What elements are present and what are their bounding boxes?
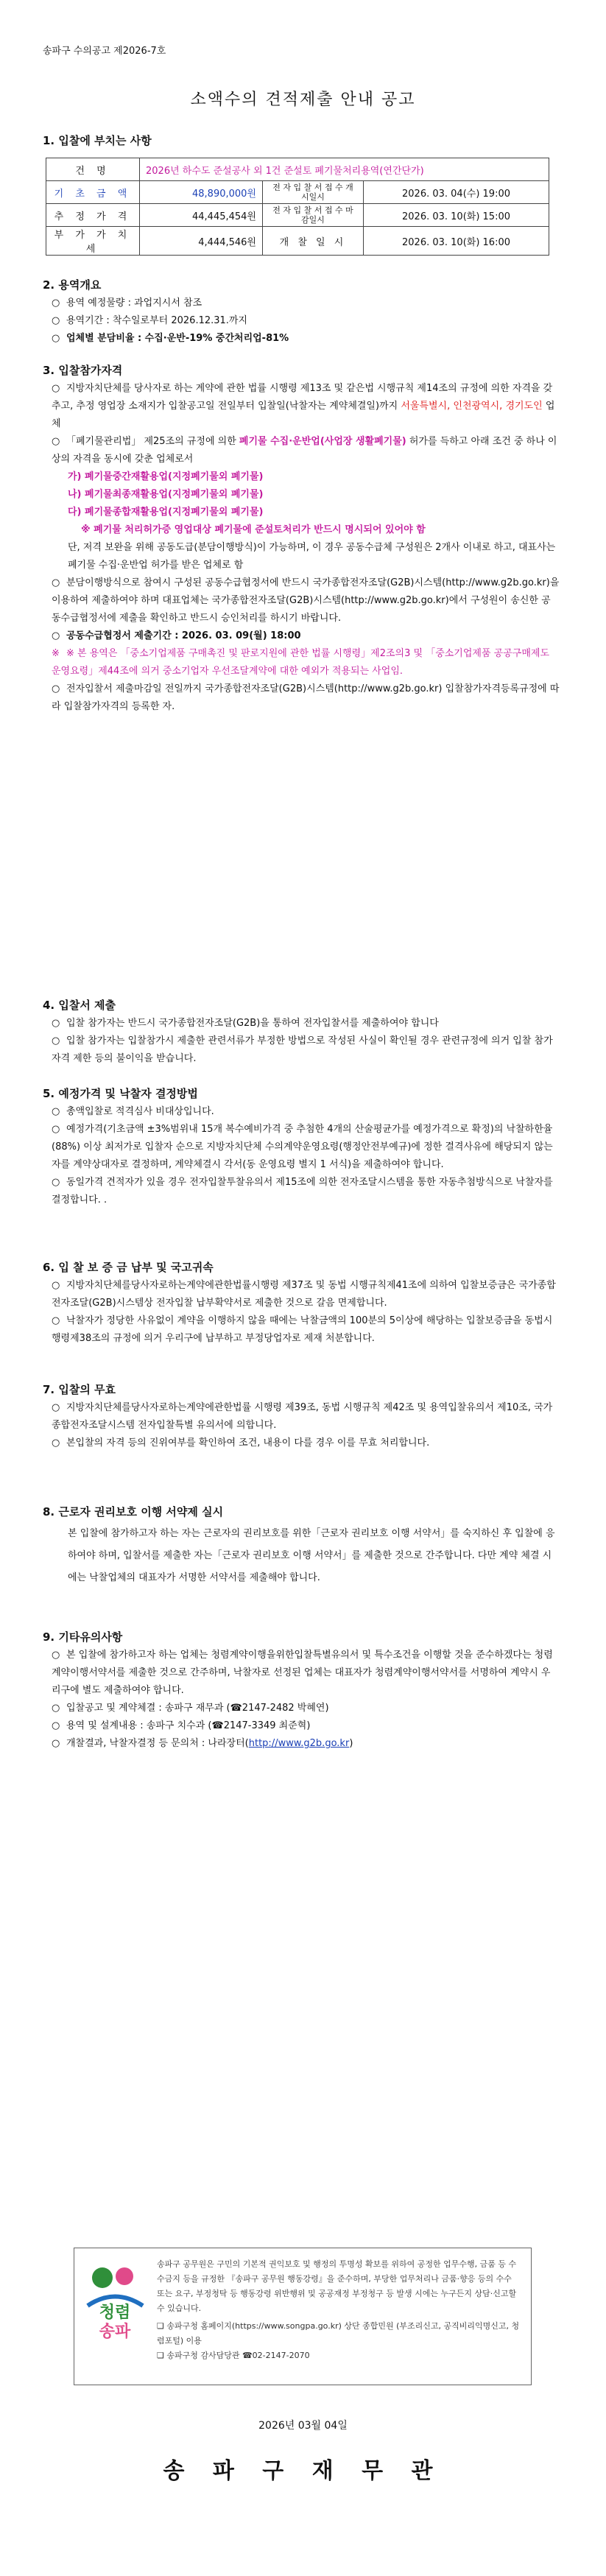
list-item: ❏ 송파구청 감사담당관 ☎02-2147-2070 [157, 2351, 310, 2360]
list-item: ○ 전자입찰서 제출마감일 전일까지 국가종합전자조달(G2B)시스템(http://www.g2b.go.kr) 입찰참가자격등록규정에 따라 입찰참가자격의 등록한 자. [52, 683, 560, 712]
bid-close-date: 2026. 03. 10(화) 15:00 [364, 204, 549, 227]
svg-text:송파: 송파 [99, 2323, 131, 2341]
list-item: ○ 본입찰의 자격 등의 진위여부를 확인하여 조건, 내용이 다를 경우 이를 무효 처리합니다. [52, 1437, 430, 1449]
note: ※ ※ 본 용역은 「중소기업제품 구매촉진 및 판로지원에 관한 법률 시행령」제2조의3 및 「중소기업제품 공공구매제도 운영요령」제44조에 의거 중소기업자 우선조달계약에 대한 예외가 적용되는 사업임. [52, 648, 550, 677]
vat-amount: 4,444,546원 [140, 227, 263, 256]
list-item: ○ 공동수급협정서 제출기간 : 2026. 03. 09(월) 18:00 [52, 630, 301, 641]
section-8-body [52, 1523, 560, 1589]
document-title: 소액수의 견적제출 안내 공고 [190, 91, 416, 109]
bid-open-date: 2026. 03. 04(수) 19:00 [364, 181, 549, 204]
section-5-body [52, 1103, 560, 1209]
condition-item: 나) 폐기물최종재활용업(지정폐기물외 폐기물) [68, 489, 264, 500]
row-label: 건 명 [46, 158, 140, 181]
paragraph: 송파구 공무원은 구민의 기본적 권익보호 및 행정의 투명성 확보를 위하여 공정한 업무수행, 금품 등 수수금지 등을 규정한 『송파구 공무원 행동강령』을 준수하며, 부당한 업무처리나 금품·향응 등의 수수 또는 요구, 부정청탁 등 행동강령 위반행위 및 공공재정 부정청구 등 발생 시에는 누구든지 상담·신고할 수 있습니다. [157, 2259, 517, 2313]
list-item: ❏ 송파구청 홈페이지(https://www.songpa.go.kr) 상단 종합민원 (부조리신고, 공직비리익명신고, 청렴포털) 이용 [157, 2321, 520, 2346]
section-6-title: 6. 입 찰 보 증 금 납부 및 국고귀속 [43, 1261, 214, 1274]
svg-text:청렴: 청렴 [99, 2304, 131, 2322]
list-item: ○ 용역 및 설계내용 : 송파구 치수과 (☎2147-3349 최준혁) [52, 1720, 311, 1731]
opening-date: 2026. 03. 10(화) 16:00 [364, 227, 549, 256]
integrity-notice-box [74, 2248, 532, 2385]
estimated-price: 44,445,454원 [140, 204, 263, 227]
list-item: ○ 용역 예정물량 : 과업지시서 참조 [52, 298, 202, 309]
list-item: ○ 지방자치단체를당사자로하는계약에관한법률 시행령 제39조, 동법 시행규칙 제42조 및 용역입찰유의서 제10조, 국가종합전자조달시스템 전자입찰특별 유의서에 의합니다. [52, 1402, 553, 1431]
list-item: ○ 업체별 분담비율 : 수집·운반-19% 중간처리업-81% [52, 333, 289, 344]
list-item: ○ 총액입찰로 적격심사 비대상입니다. [52, 1106, 214, 1117]
notice-date: 2026년 03월 04일 [258, 2420, 348, 2432]
section-4-body [52, 1015, 560, 1068]
row-label: 전 자 입 찰 서 접 수 개시일시 [263, 181, 364, 204]
list-item: ○ 개찰결과, 낙찰자결정 등 문의처 : 나라장터(http://www.g2b.go.kr) [52, 1738, 353, 1749]
section-2-title: 2. 용역개요 [43, 278, 102, 292]
section-7-body [52, 1399, 560, 1452]
clean-songpa-logo [80, 2262, 150, 2343]
g2b-link[interactable]: http://www.g2b.go.kr [248, 1738, 350, 1749]
section-4-title: 4. 입찰서 제출 [43, 999, 116, 1012]
row-label: 전 자 입 찰 서 접 수 마감일시 [263, 204, 364, 227]
list-item: 단, 저격 보완을 위해 공동도급(분담이행방식)이 가능하며, 이 경우 공동수급체 구성원은 2개사 이내로 하고, 대표사는 폐기물 수집·운반업 허가를 받은 업체로 함 [68, 542, 556, 571]
list-item: ○ 낙찰자가 정당한 사유없이 계약을 이행하지 않을 때에는 낙찰금액의 100분의 5이상에 해당하는 입찰보증금을 동법시행령제38조의 규정에 의거 우리구에 납부하고 부정당업자로 제재 처분합니다. [52, 1315, 553, 1344]
note: ※ 폐기물 처리허가증 영업대상 폐기물에 준설토처리가 반드시 명시되어 있어야 함 [81, 524, 426, 535]
section-3-body [52, 380, 560, 716]
list-item: ○ 입찰 참가자는 입찰참가시 제출한 관련서류가 부정한 방법으로 작성된 사실이 확인될 경우 관련규정에 의거 입찰 참가자격 제한 등의 불이익을 받습니다. [52, 1035, 553, 1064]
list-item: ○ 입찰 참가자는 반드시 국가종합전자조달(G2B)을 통하여 전자입찰서를 제출하여야 합니다 [52, 1018, 439, 1029]
section-3-title: 3. 입찰참가자격 [43, 364, 123, 377]
notice-number: 송파구 수의공고 제2026-7호 [43, 46, 166, 57]
base-amount: 48,890,000원 [140, 181, 263, 204]
row-label: 개 찰 일 시 [263, 227, 364, 256]
list-item: ○ 「폐기물관리법」 제25조의 규정에 의한 폐기물 수집·운반업(사업장 생활폐기물) 허가를 득하고 아래 조건 중 하나 이상의 자격을 동시에 갖춘 업체로서 [52, 436, 557, 465]
list-item: ○ 예정가격(기초금액 ±3%범위내 15개 복수예비가격 중 추첨한 4개의 산술평균가를 예정가격으로 확정)의 낙찰하한율(88%) 이상 최저가로 입찰자 순으로 지방자치단체 수의계약운영요령(행정안전부예규)에 정한 결격사유에 해당되지 않는 자를 계약상대자로 결정하며, 계약체결시 각서(동 운영요령 별지 1 서식)을 제출하여야 합니다. [52, 1124, 553, 1170]
list-item: ○ 용역기간 : 착수일로부터 2026.12.31.까지 [52, 315, 248, 326]
row-label: 부 가 가 치 세 [46, 227, 140, 256]
row-label: 추 정 가 격 [46, 204, 140, 227]
list-item: ○ 입찰공고 및 계약체결 : 송파구 재무과 (☎2147-2482 박혜연) [52, 1703, 329, 1714]
list-item: ○ 지방자치단체를 당사자로 하는 계약에 관한 법률 시행령 제13조 및 같은법 시행규칙 제14조의 규정에 의한 자격을 갖추고, 추정 영업장 소재지가 입찰공고일 전일부터 입찰일(낙찰자는 계약체결일)까지 서울특별시, 인천광역시, 경기도인 업체 [52, 383, 555, 429]
issuing-office: 송 파 구 재 무 관 [163, 2458, 443, 2484]
section-2-body [52, 295, 560, 348]
section-6-body [52, 1277, 560, 1348]
project-name: 2026년 하수도 준설공사 외 1건 준설토 폐기물처리용역(연간단가) [140, 158, 549, 181]
section-1-title: 1. 입찰에 부치는 사항 [43, 134, 152, 147]
section-7-title: 7. 입찰의 무효 [43, 1383, 116, 1396]
section-9-title: 9. 기타유의사항 [43, 1630, 123, 1644]
row-label: 기 초 금 액 [46, 181, 140, 204]
list-item: ○ 동일가격 견적자가 있을 경우 전자입찰투찰유의서 제15조에 의한 전자조달시스템을 통한 자동추첨방식으로 낙찰자를 결정합니다. . [52, 1177, 553, 1206]
bid-info-table [46, 158, 549, 256]
list-item: ○ 지방자치단체를당사자로하는계약에관한법률시행령 제37조 및 동법 시행규칙제41조에 의하여 입찰보증금은 국가종합전자조달(G2B)시스템상 전자입찰 납부확약서로 제출한 것으로 갈음 면제합니다. [52, 1280, 556, 1309]
section-5-title: 5. 예정가격 및 낙찰자 결정방법 [43, 1087, 198, 1100]
section-9-body [52, 1647, 560, 1753]
condition-item: 가) 폐기물중간재활용업(지정폐기물외 폐기물) [68, 471, 264, 482]
section-8-title: 8. 근로자 권리보호 이행 서약제 실시 [43, 1505, 224, 1518]
condition-item: 다) 폐기물종합재활용업(지정폐기물외 폐기물) [68, 507, 264, 518]
list-item: ○ 분담이행방식으로 참여시 구성된 공동수급협정서에 반드시 국가종합전자조달(G2B)시스템(http://www.g2b.go.kr)을 이용하여 제출하여야 하며 대표업체는 국가종합전자조달(G2B)시스템(http://www.g2b.go.kr)에서 구성원이 송신한 공동수급협정서에 제출을 확인하고 반드시 승인처리를 하시기 바랍니다. [52, 577, 560, 624]
list-item: ○ 본 입찰에 참가하고자 하는 업체는 청렴계약이행을위한입찰특별유의서 및 특수조건을 이행할 것을 준수하겠다는 청렴계약이행서약서를 제출한 것으로 간주하며, 낙찰자로 선정된 업체는 대표자가 청렴계약이행서약서를 서명하여 계약시 우리구에 별도 제출하여야 합니다. [52, 1650, 553, 1696]
integrity-notice-text [157, 2257, 521, 2363]
paragraph: 본 입찰에 참가하고자 하는 자는 근로자의 권리보호를 위한「근로자 권리보호 이행 서약서」를 숙지하신 후 입찰에 응하여야 하며, 입찰서를 제출한 자는「근로자 권리보호 이행 서약서」를 제출한 것으로 간주합니다. 다만 계약 체결 시에는 낙찰업체의 대표자가 서명한 서약서를 제출해야 합니다. [68, 1528, 555, 1583]
